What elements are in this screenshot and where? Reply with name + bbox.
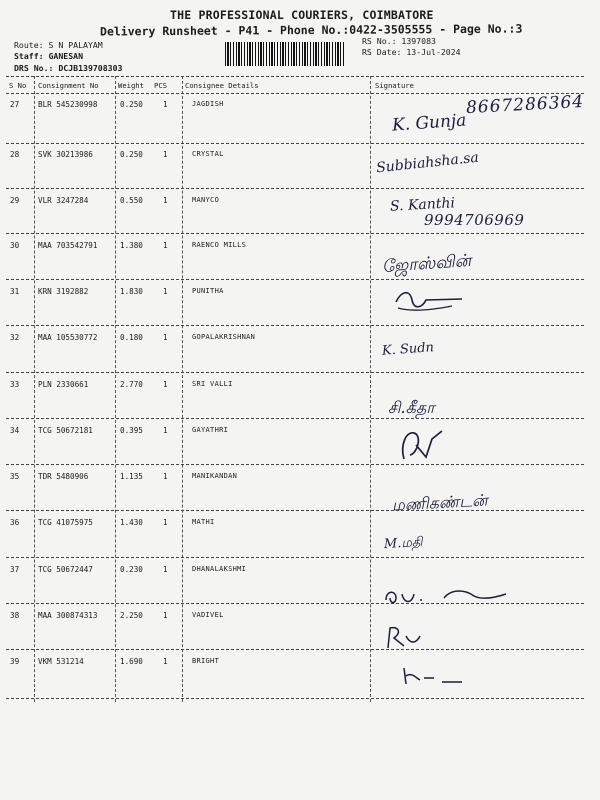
col-header-consignment: Consignment No (38, 81, 99, 90)
row-rule (6, 418, 584, 419)
col-header-weight: Weight (118, 81, 144, 90)
signature-scribble (384, 622, 424, 652)
rs-no-label: RS No.: 1397083 (362, 36, 436, 46)
row-consignee: GOPALAKRISHNAN (192, 333, 256, 341)
row-sno: 36 (10, 518, 20, 527)
row-sno: 28 (10, 150, 20, 159)
signature: மணிகண்டன் (391, 490, 488, 515)
row-consignment: TCG 41075975 (38, 518, 93, 527)
table-header-rule (6, 93, 584, 94)
table-row (0, 330, 600, 378)
row-pcs: 1 (163, 196, 168, 205)
row-pcs: 1 (163, 426, 168, 435)
runsheet-title: Delivery Runsheet - P41 - Phone No.:0422-3505555 - Page No.:3 (99, 21, 523, 39)
row-consignee: PUNITHA (192, 287, 224, 295)
row-pcs: 1 (163, 100, 168, 109)
table-row (0, 654, 600, 702)
row-rule (6, 372, 584, 373)
row-consignee: RAENCO MILLS (192, 241, 247, 249)
staff-label: Staff: GANESAN (14, 51, 84, 61)
row-pcs: 1 (163, 518, 168, 527)
row-weight: 0.180 (120, 333, 143, 342)
signature-scribble (382, 584, 512, 608)
row-sno: 33 (10, 380, 20, 389)
row-consignee: MATHI (192, 518, 215, 526)
row-consignee: CRYSTAL (192, 150, 224, 158)
col-header-consignee: Consignee Details (185, 81, 259, 90)
row-weight: 1.430 (120, 518, 143, 527)
signature-scribble (396, 425, 448, 465)
row-consignment: MAA 703542791 (38, 241, 98, 250)
signature: K. Sudn (381, 340, 435, 359)
row-sno: 31 (10, 287, 20, 296)
signature: K. Gunja (391, 110, 468, 136)
row-consignee: DHANALAKSHMI (192, 565, 247, 573)
row-rule (6, 464, 584, 465)
row-sno: 29 (10, 196, 20, 205)
signature-scribble (392, 288, 472, 314)
row-pcs: 1 (163, 657, 168, 666)
row-weight: 2.770 (120, 380, 143, 389)
row-sno: 30 (10, 241, 20, 250)
signature-scribble (400, 664, 470, 688)
row-consignee: GAYATHRI (192, 426, 229, 434)
col-header-signature: Signature (375, 81, 414, 90)
row-rule (6, 325, 584, 326)
drs-label: DRS No.: DCJB139708303 (14, 63, 123, 73)
row-consignee: VADIVEL (192, 611, 224, 619)
row-pcs: 1 (163, 333, 168, 342)
row-consignee: MANYCO (192, 196, 220, 204)
row-sno: 38 (10, 611, 20, 620)
row-consignment: SVK 30213986 (38, 150, 93, 159)
signature: M.மதி (383, 535, 423, 552)
row-consignment: VKM 531214 (38, 657, 84, 666)
signature: சி.கீதா (388, 398, 435, 417)
table-row (0, 515, 600, 563)
signature: Subbiahsha.sa (375, 149, 480, 177)
row-sno: 35 (10, 472, 20, 481)
row-pcs: 1 (163, 611, 168, 620)
row-consignment: VLR 3247284 (38, 196, 89, 205)
company-title: THE PROFESSIONAL COURIERS, COIMBATORE (170, 8, 434, 22)
row-weight: 1.135 (120, 472, 143, 481)
signature: S. Kanthi (389, 195, 456, 215)
barcode (225, 42, 345, 66)
row-rule (6, 649, 584, 650)
row-weight: 0.250 (120, 100, 143, 109)
row-pcs: 1 (163, 380, 168, 389)
row-sno: 37 (10, 565, 20, 574)
route-label: Route: S N PALAYAM (14, 40, 103, 50)
row-pcs: 1 (163, 150, 168, 159)
row-rule (6, 143, 584, 144)
col-header-sno: S No (9, 81, 27, 90)
table-top-rule (6, 76, 584, 77)
row-rule (6, 279, 584, 280)
row-sno: 34 (10, 426, 20, 435)
row-rule (6, 188, 584, 189)
row-rule (6, 233, 584, 234)
row-consignment: MAA 105530772 (38, 333, 98, 342)
col-header-pcs: PCS (154, 81, 167, 90)
row-sno: 32 (10, 333, 20, 342)
row-consignee: JAGDISH (192, 100, 224, 108)
row-rule (6, 698, 584, 699)
signature-phone: 8667286364 (465, 91, 585, 119)
row-weight: 0.230 (120, 565, 143, 574)
row-consignment: TCG 50672181 (38, 426, 93, 435)
row-consignee: MANIKANDAN (192, 472, 238, 480)
row-weight: 0.550 (120, 196, 143, 205)
row-consignment: PLN 2330661 (38, 380, 89, 389)
row-sno: 39 (10, 657, 20, 666)
row-weight: 0.250 (120, 150, 143, 159)
row-weight: 1.690 (120, 657, 143, 666)
signature-phone: 9994706969 (424, 211, 525, 229)
row-consignment: TDR 5480906 (38, 472, 89, 481)
row-pcs: 1 (163, 287, 168, 296)
row-weight: 1.380 (120, 241, 143, 250)
row-pcs: 1 (163, 472, 168, 481)
row-rule (6, 557, 584, 558)
row-pcs: 1 (163, 241, 168, 250)
signature: ஜோஸ்வின் (381, 250, 472, 278)
row-consignment: MAA 300874313 (38, 611, 98, 620)
row-weight: 2.250 (120, 611, 143, 620)
rs-date-label: RS Date: 13-Jul-2024 (362, 47, 461, 57)
row-consignee: SRI VALLI (192, 380, 233, 388)
row-consignment: TCG 50672447 (38, 565, 93, 574)
row-consignment: KRN 3192882 (38, 287, 89, 296)
row-sno: 27 (10, 100, 20, 109)
row-consignee: BRIGHT (192, 657, 220, 665)
row-pcs: 1 (163, 565, 168, 574)
row-weight: 0.395 (120, 426, 143, 435)
row-rule (6, 510, 584, 511)
row-consignment: BLR 545230998 (38, 100, 98, 109)
row-weight: 1.830 (120, 287, 143, 296)
